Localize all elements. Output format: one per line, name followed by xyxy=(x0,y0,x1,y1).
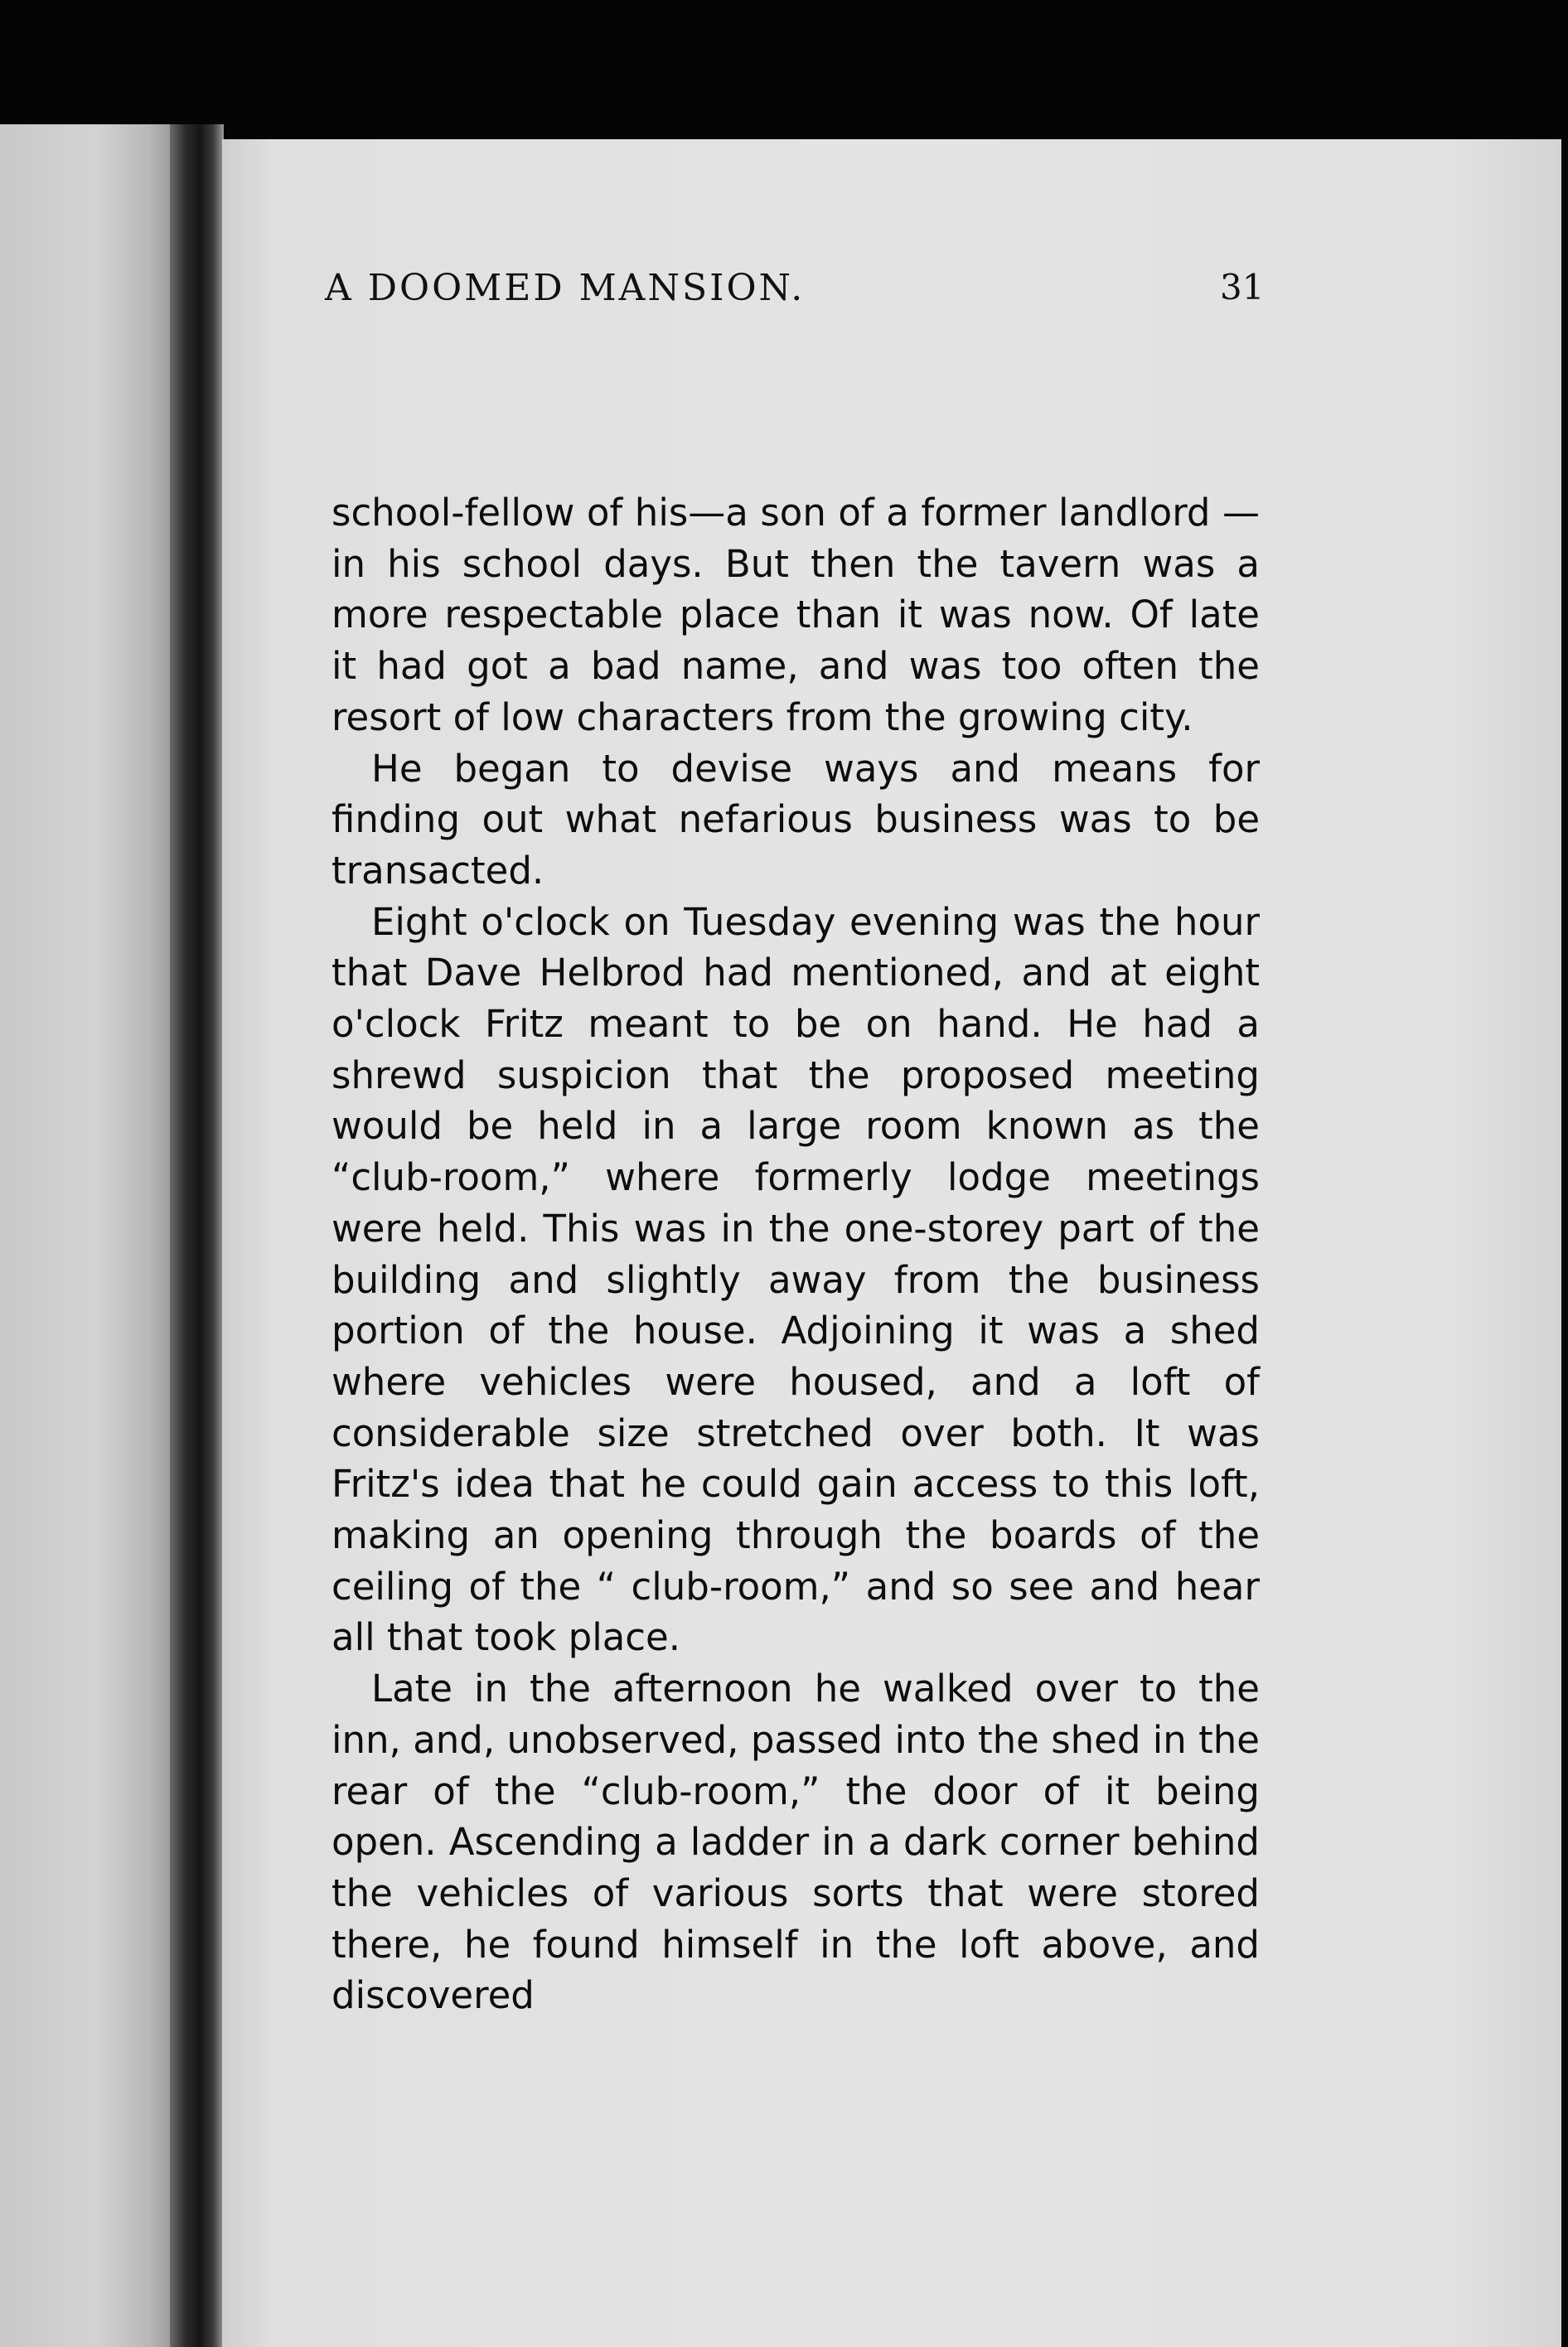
paragraph: Eight o'clock on Tuesday evening was the hour that Dave Helbrod had mentioned, and at eight o'clock Fritz meant to be on hand. He had a shrewd suspicion that the proposed meeting would be held in a large room known as the “club-room,” where formerly lodge meetings were held. This was in the one-storey part of the building and slightly away from the business portion of the house. Adjoining it was a shed where vehicles were housed, and a loft of considerable size stretched over both. It was Fritz's idea that he could gain access to this loft, making an opening through the boards of the ceiling of the “ club-room,” and so see and hear all that took place. xyxy=(332,899,1260,1660)
page-header xyxy=(325,267,1265,333)
facing-page-edge xyxy=(0,124,174,2347)
paragraph: He began to devise ways and means for finding out what nefarious business was to be transacted. xyxy=(332,746,1260,893)
paragraph: Late in the afternoon he walked over to the inn, and, unobserved, passed into the shed in the rear of the “club-room,” the door of it being open. Ascending a ladder in a dark corner behind the vehicles of various sorts that were stored there, he found himself in the loft above, and discovered xyxy=(332,1667,1260,2018)
page-number: 31 xyxy=(1220,267,1265,307)
paragraph: school-fellow of his—a son of a former landlord —in his school days. But then the tavern was a more respectable place than it was now. Of late it had got a bad name, and was too often the resort of low characters from the growing city. xyxy=(332,491,1260,739)
body-text xyxy=(332,487,1260,2021)
running-title: A DOOMED MANSION. xyxy=(325,267,806,309)
book-gutter xyxy=(170,124,224,2347)
